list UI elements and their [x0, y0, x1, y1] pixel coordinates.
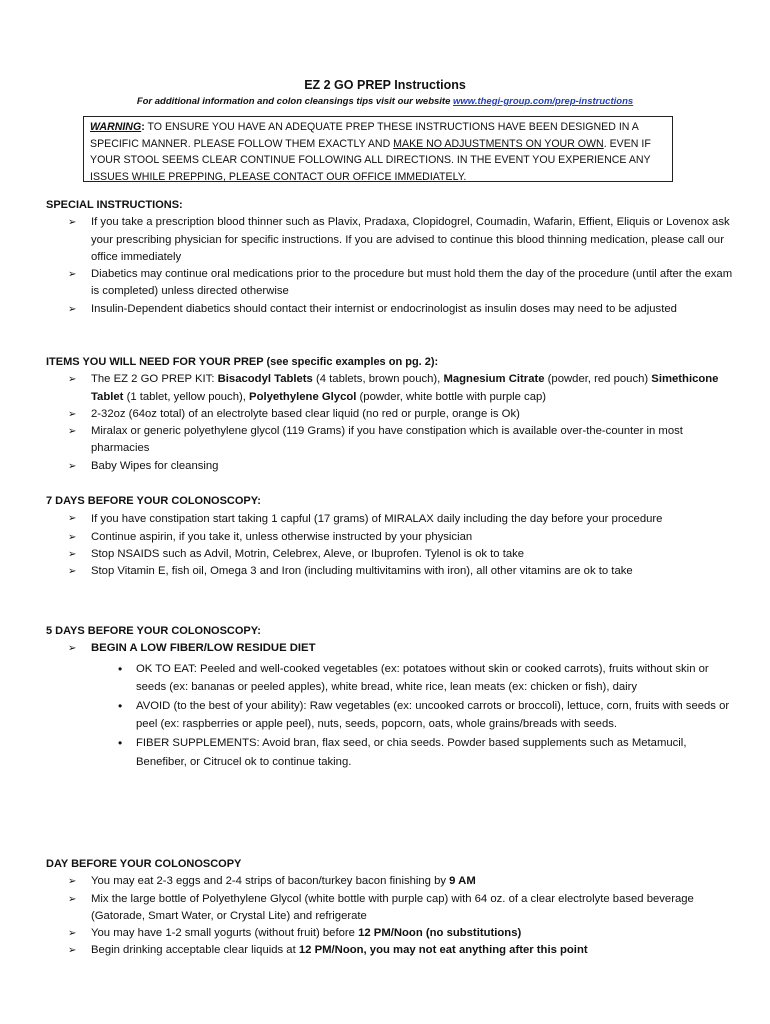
day-before-heading: DAY BEFORE YOUR COLONOSCOPY — [46, 858, 242, 870]
items-needed-section — [46, 354, 736, 475]
item-time: 12 PM/Noon — [298, 944, 364, 957]
list-item: ➢ Diabetics may continue oral medications prior to the procedure but must hold them the day of the procedure (until after the exam is completed) unless directed otherwise — [46, 266, 736, 301]
seven-days-heading: 7 DAYS BEFORE YOUR COLONOSCOPY: — [46, 495, 261, 507]
diet-heading-text: BEGIN A LOW FIBER/LOW RESIDUE DIET — [91, 642, 316, 655]
page-title: EZ 2 GO PREP Instructions — [304, 78, 466, 92]
kit-polyethylene-glycol: Polyethylene Glycol — [249, 390, 357, 403]
list-item: • OK TO EAT: Peeled and well-cooked vegetables (ex: potatoes without skin or cooked carrots), fruits without skin or seeds (ex: bananas or peeled apples), white bread, white rice, lean meats (ex: chicken or fish), dairy — [46, 660, 736, 697]
item-time: 9 AM — [449, 875, 476, 888]
day-before-section — [46, 856, 736, 960]
kit-text: (powder, white bottle with purple cap) — [356, 390, 547, 403]
item-text: Begin drinking acceptable clear liquids at — [91, 944, 299, 957]
list-item: • AVOID (to the best of your ability): Raw vegetables (ex: uncooked carrots or broccoli), lettuce, corn, fruits with seeds or peel (ex: raspberries or apple peel), nuts, seeds, popcorn, oats, whole grains/breads with seeds. — [46, 697, 736, 734]
warning-text-2: . EVEN IF YOUR STOOL SEEMS CLEAR CONTINUE FOLLOWING ALL DIRECTIONS. IN THE EVENT YOU EXPERIENCE ANY ISSUES WHILE PREPPING, PLEASE CONTACT OUR OFFICE IMMEDIATELY. — [90, 137, 651, 183]
special-instructions-list — [46, 214, 736, 318]
list-item: ➢ Stop Vitamin E, fish oil, Omega 3 and Iron (including multivitamins with iron), all other vitamins are ok to take — [46, 563, 736, 580]
list-item — [46, 925, 736, 942]
warning-emphasis: MAKE NO ADJUSTMENTS ON YOUR OWN — [393, 137, 604, 150]
kit-magnesium-citrate: Magnesium Citrate — [443, 373, 545, 386]
item-emphasis: , you may not eat anything after this point — [363, 944, 588, 957]
items-needed-list — [46, 371, 736, 475]
list-item: ➢ Baby Wipes for cleansing — [46, 458, 736, 475]
kit-simethicone: Simethicone Tablet — [91, 373, 719, 403]
item-time: 12 PM/Noon (no substitutions) — [358, 927, 522, 940]
day-before-list — [46, 873, 736, 959]
five-days-list — [46, 640, 736, 657]
list-item: ➢ Insulin-Dependent diabetics should contact their internist or endocrinologist as insulin doses may need to be adjusted — [46, 301, 736, 318]
warning-text-1: TO ENSURE YOU HAVE AN ADEQUATE PREP THESE INSTRUCTIONS HAVE BEEN DESIGNED IN A SPECIFIC MANNER. PLEASE FOLLOW THEM EXACTLY AND — [90, 121, 639, 150]
list-item: ➢ Mix the large bottle of Polyethylene Glycol (white bottle with purple cap) with 64 oz. of a clear electrolyte based beverage (Gatorade, Smart Water, or Crystal Lite) and refrigerate — [46, 891, 736, 926]
item-text: You may have 1-2 small yogurts (without fruit) before — [91, 927, 359, 940]
list-item: ➢ If you take a prescription blood thinner such as Plavix, Pradaxa, Clopidogrel, Coumadin, Wafarin, Effient, Eliquis or Lovenox ask your prescribing physician for specific instructions. If you are advised to continue this blood thinning medication, please call our office immediately — [46, 214, 736, 266]
five-days-section — [46, 623, 736, 771]
kit-text: (powder, red pouch) — [544, 373, 652, 386]
website-note-text: For additional information and colon cleansings tips visit our website — [136, 96, 454, 107]
special-instructions-section — [46, 197, 736, 318]
diet-heading — [46, 640, 736, 657]
list-item: ➢ Miralax or generic polyethylene glycol (119 Grams) if you have constipation which is available over-the-counter in most pharmacies — [46, 423, 736, 458]
list-item: ➢ If you have constipation start taking 1 capful (17 grams) of MIRALAX daily including the day before your procedure — [46, 510, 736, 529]
list-item: • FIBER SUPPLEMENTS: Avoid bran, flax seed, or chia seeds. Powder based supplements such as Metamucil, Benefiber, or Citrucel ok to continue taking. — [46, 734, 736, 771]
seven-days-list — [46, 510, 736, 580]
list-item-prep-kit — [46, 371, 736, 406]
warning-colon: : — [141, 121, 145, 133]
five-days-heading: 5 DAYS BEFORE YOUR COLONOSCOPY: — [46, 625, 261, 637]
diet-bullets — [46, 660, 736, 772]
warning-label: WARNING — [90, 121, 142, 133]
list-item: ➢ Stop NSAIDS such as Advil, Motrin, Celebrex, Aleve, or Ibuprofen. Tylenol is ok to take — [46, 546, 736, 563]
list-item — [46, 873, 736, 890]
items-needed-heading: ITEMS YOU WILL NEED FOR YOUR PREP (see specific examples on pg. 2): — [46, 356, 439, 368]
kit-text: The EZ 2 GO PREP KIT: — [91, 373, 218, 386]
kit-text: (1 tablet, yellow pouch), — [123, 390, 250, 403]
kit-bisacodyl: Bisacodyl Tablets — [217, 373, 313, 386]
list-item: ➢ Continue aspirin, if you take it, unless otherwise instructed by your physician — [46, 529, 736, 546]
website-note — [0, 96, 770, 107]
item-text: You may eat 2-3 eggs and 2-4 strips of bacon/turkey bacon finishing by — [91, 875, 450, 888]
warning-box — [83, 116, 673, 182]
list-item — [46, 942, 736, 959]
seven-days-section — [46, 493, 736, 581]
list-item: ➢ 2-32oz (64oz total) of an electrolyte based clear liquid (no red or purple, orange is Ok) — [46, 406, 736, 423]
special-instructions-heading: SPECIAL INSTRUCTIONS: — [46, 199, 183, 211]
website-link[interactable]: www.thegi-group.com/prep-instructions — [453, 96, 634, 107]
kit-text: (4 tablets, brown pouch), — [312, 373, 444, 386]
